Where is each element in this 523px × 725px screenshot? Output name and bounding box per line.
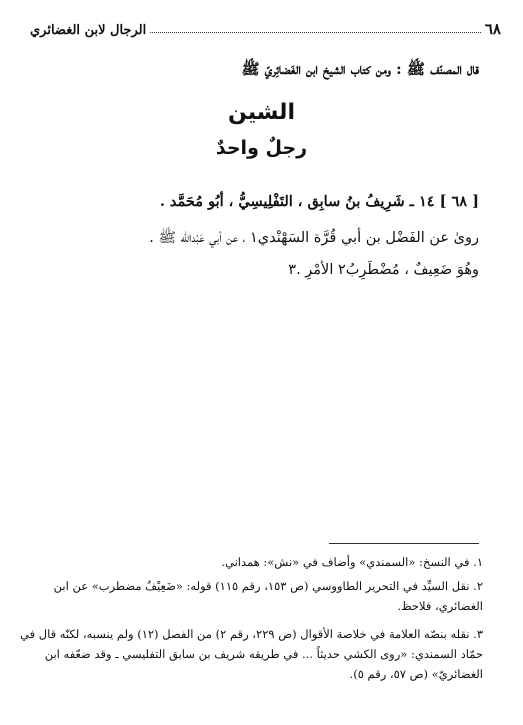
entry-text-line-1: روىٰ عن الفَضْل بن أبي قُرَّة السَهْنْدي١ ، عن أبي عَبْدالله ﷺ .: [149, 230, 479, 246]
page-number: ٦٨: [484, 20, 501, 38]
footnote-line: ١. في النسخ: «السمندي» وأضاف في «نش»: همداني.: [221, 555, 483, 569]
footnote-line: حمّاد السمندي: «روى الكشي حديثاً ... في طريقه شريف بن سابق التفليسي ـ وقد ضعّفه ابن: [44, 647, 483, 661]
running-head: [26, 16, 501, 38]
dotted-leader: [150, 32, 481, 33]
chapter-subtitle: رجلٌ واحدٌ: [215, 137, 308, 159]
entry-text-line-2: وهُوَ ضَعِيفٌ ، مُضْطَرِبُ٢ الأمْرِ .٣: [288, 262, 479, 278]
footnote-line: الغضائريّ» (ص ٥٧، رقم ٥).: [349, 667, 483, 681]
footnote-line: ٢. نقل السيِّد في التحرير الطاووسي (ص ١٥٣، رقم ١١٥) قوله: «ضَعِيْفٌ مضطرب» عن ابن: [53, 579, 483, 593]
footnote-separator: [329, 543, 479, 544]
footnote-1: [30, 552, 483, 572]
entry-heading: [ ٦٨ ] ١٤ ـ شَرِيفُ بنُ سابِق ، التَفْلِيسِيُّ ، أبُو مُحَمَّد .: [159, 193, 479, 210]
intro-line: قال المصنّف ﷺ : ومن كتاب الشيخ ابن الغَضائِريّ ﷺ: [241, 60, 479, 78]
footnote-line: ٣. نقله بنصّه العلامة في خلاصة الأقوال (ص ٢٢٩، رقم ٢) من الفصل (١٢) ولم ينسبه، لكنّه قال في: [20, 627, 483, 641]
footnote-2: [30, 576, 483, 616]
running-head-title: الرجال لابن الغضائري: [30, 23, 147, 38]
footnote-3: [20, 624, 483, 684]
chapter-title: الشين: [228, 100, 295, 125]
footnote-line: الغضائري، فلاحظ.: [397, 599, 483, 613]
